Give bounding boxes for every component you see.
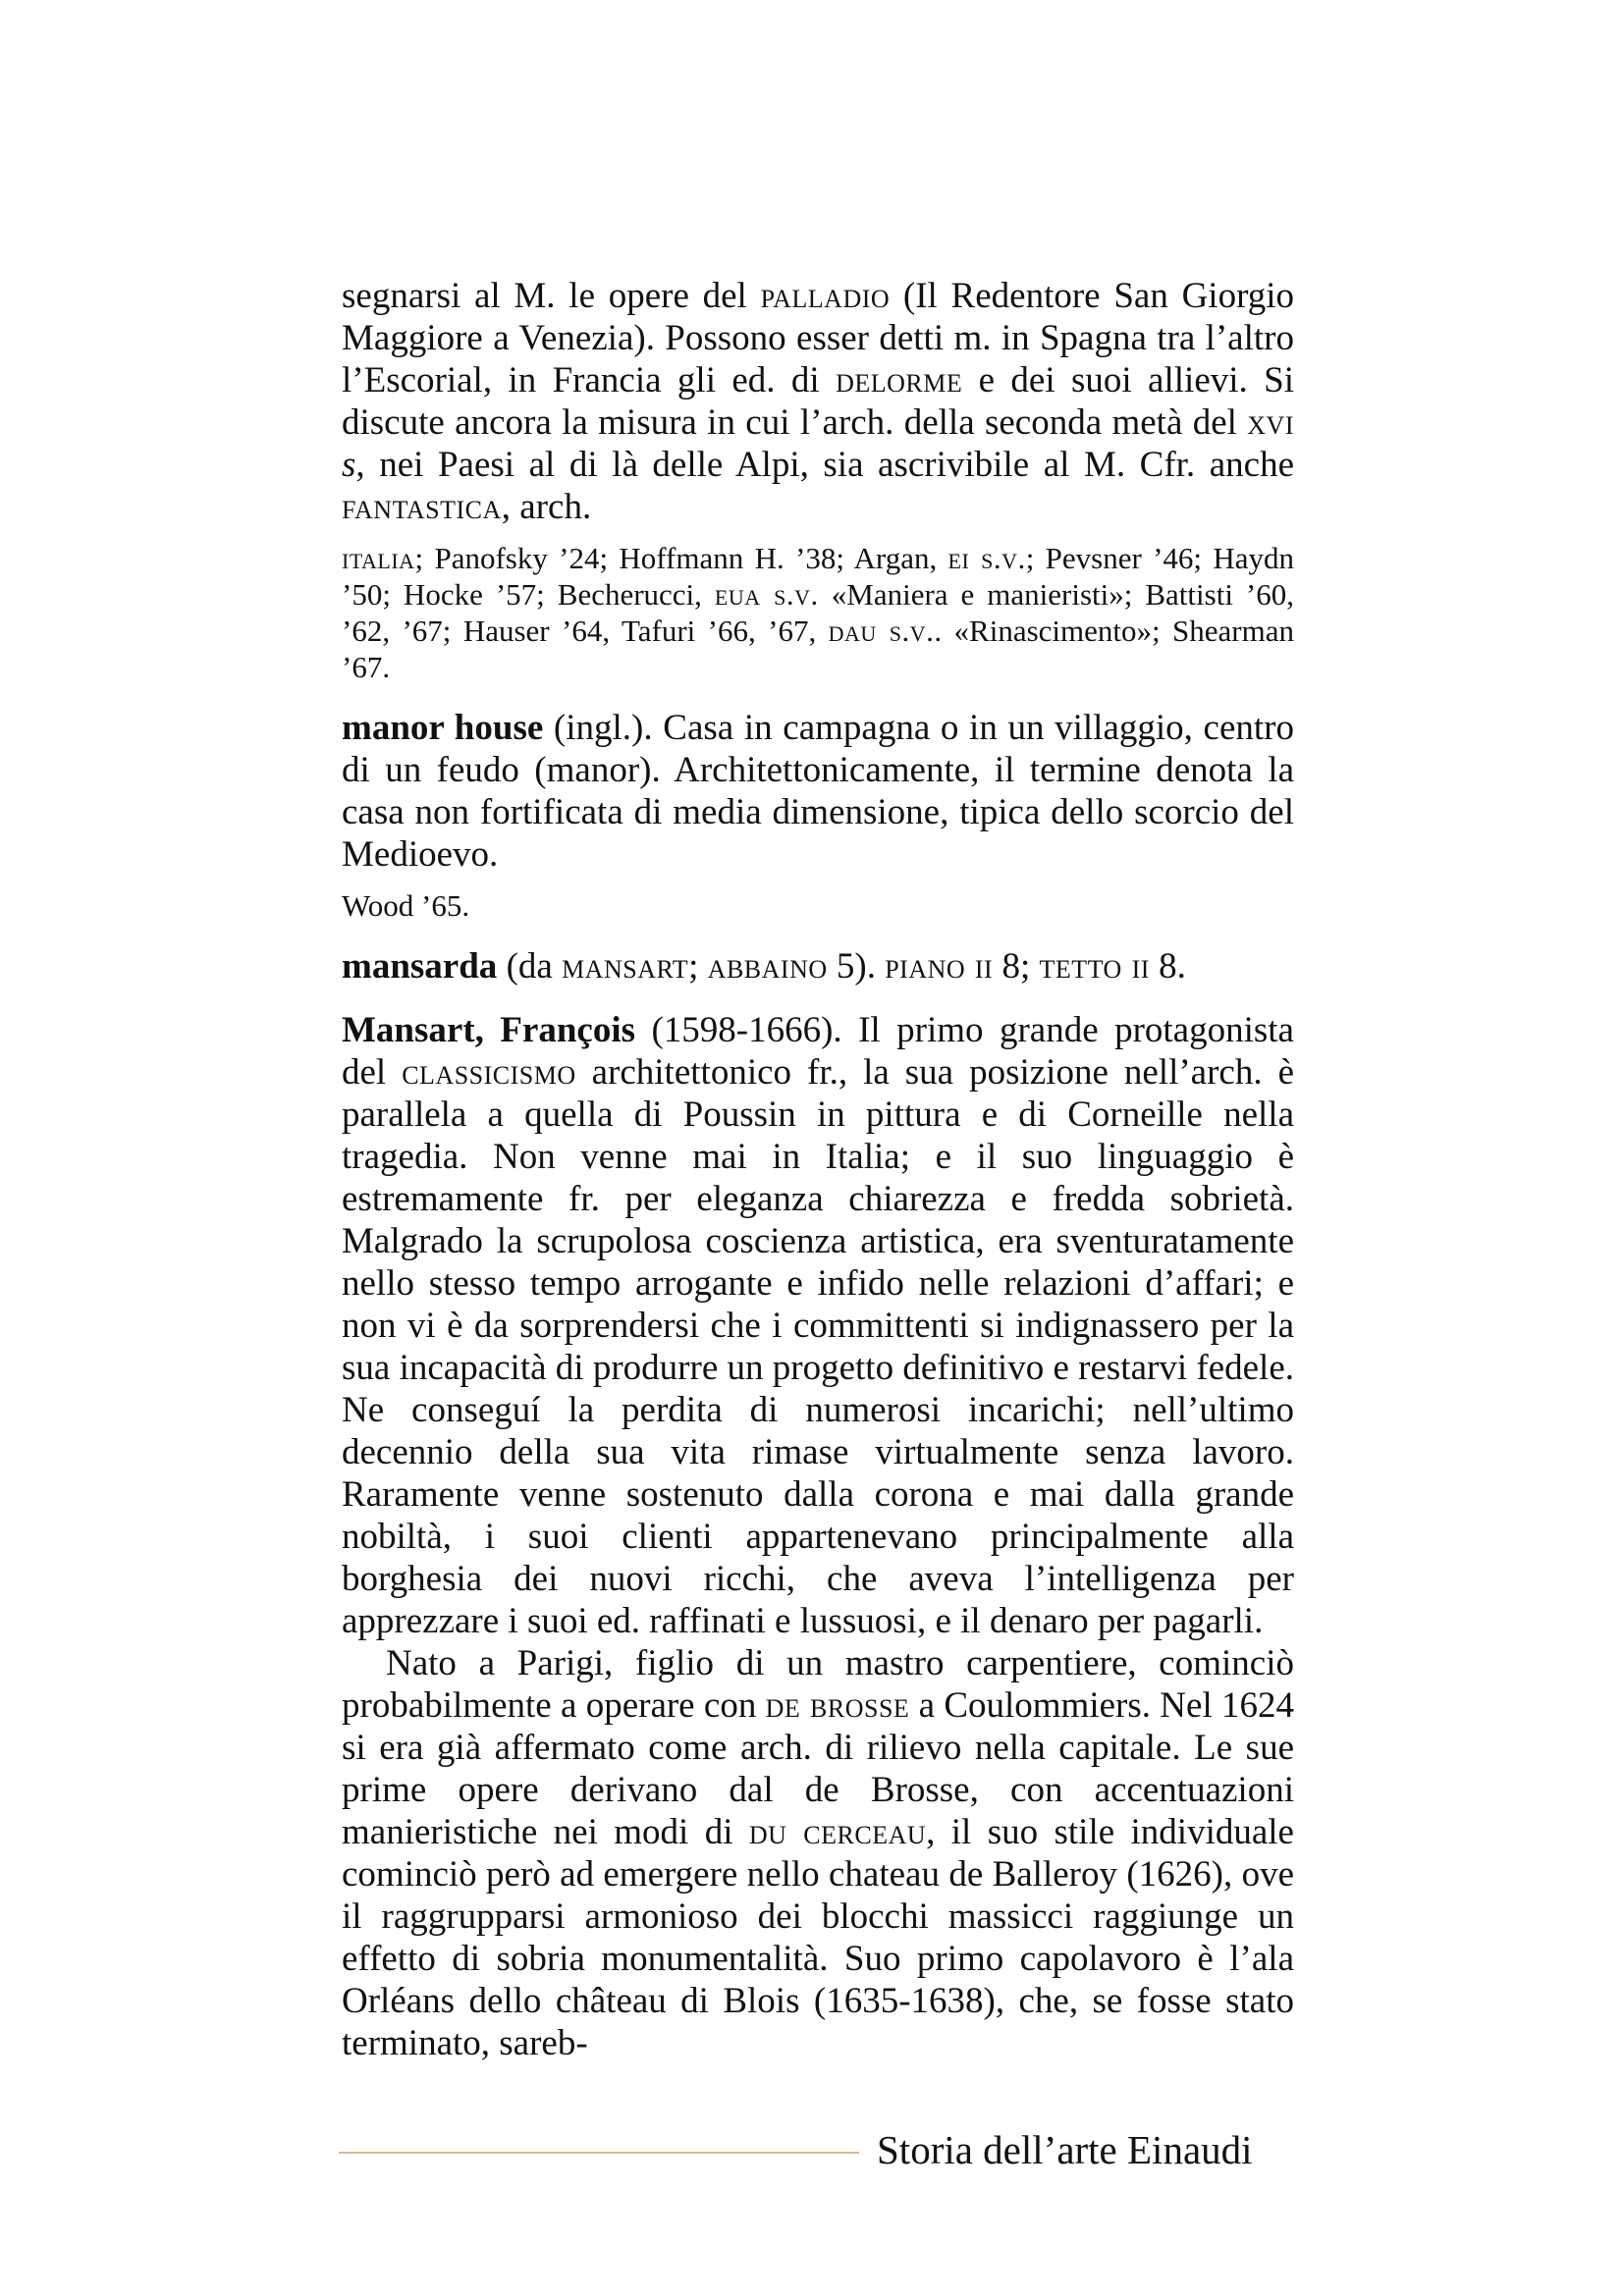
bibliography: italia; Panofsky ’24; Hoffmann H. ’38; Argan, ei s.v.; Pevsner ’46; Haydn ’50; Hocke ’57; Becherucci, eua s.v. «Maniera e manieristi»; Battisti ’60, ’62, ’67; Hauser ’64, Tafuri ’66, ’67, dau s.v.. «Rinascimento»; Shearman ’67. [342, 541, 1295, 684]
cross-reference[interactable]: tetto ii [1039, 946, 1150, 987]
cross-reference[interactable]: piano ii [885, 946, 994, 987]
cross-reference[interactable]: classicismo [402, 1052, 576, 1093]
cross-reference[interactable]: du cerceau [748, 1812, 927, 1852]
headword: manor house [342, 708, 544, 748]
headword: mansarda [342, 946, 498, 987]
entry-body: manor house (ingl.). Casa in campagna o in un villaggio, centro di un feudo (manor). Architettonicamente, il termine denota la casa non fortificata di media dimensione, tipica dello scorcio del Medioevo. [342, 708, 1294, 875]
cross-reference[interactable]: fantastica [342, 487, 502, 527]
bibliography: Wood ’65. [342, 888, 470, 923]
footer-rule [339, 2152, 859, 2154]
entry-body: Mansart, François (1598-1666). Il primo grande protagonista del classicismo architettonico fr., la sua posizione nell’arch. è parallela a quella di Poussin in pittura e di Corneille nella tragedia. Non venne mai in Italia; e il suo linguaggio è estremamente fr. per eleganza chiarezza e fredda sobrietà. Malgrado la scrupolosa coscienza artistica, era sventuratamente nello stesso tempo arrogante e infido nelle relazioni d’affari; e non vi è da sorprendersi che i committenti si indignassero per la sua incapacità di produrre un progetto definitivo e restarvi fedele. Ne conseguí la perdita di numerosi incarichi; nell’ultimo decennio della sua vita rimase virtualmente senza lavoro. Raramente venne sostenuto dalla corona e mai dalla grande nobiltà, i suoi clienti appartenevano principalmente alla borghesia dei nuovi ricchi, che aveva l’intelligenza per apprezzare i suoi ed. raffinati e lussuosi, e il denaro per pagarli. [342, 1010, 1294, 1641]
entry-body: segnarsi al M. le opere del palladio (Il Redentore San Giorgio Maggiore a Venezia). Possono esser detti m. in Spagna tra l’altro l’Escorial, in Francia gli ed. di delorme e dei suoi allievi. Si discute ancora la misura in cui l’arch. della seconda metà del xvi s, nei Paesi al di là delle Alpi, sia ascrivibile al M. Cfr. anche fantastica, arch. [342, 276, 1294, 527]
entry-manor-house [342, 707, 1294, 924]
cross-reference[interactable]: delorme [836, 360, 963, 400]
text-column [342, 275, 1294, 2064]
century-abbrev: s [342, 445, 356, 485]
entry-manierismo-continuation [342, 275, 1294, 685]
entry-paragraph: Nato a Parigi, figlio di un mastro carpentiere, cominciò probabilmente a operare con de brosse a Coulommiers. Nel 1624 si era già affermato come arch. di rilievo nella capitale. Le sue prime opere derivano dal de Brosse, con accentuazioni manieristiche nei modi di du cerceau, il suo stile individuale cominciò però ad emergere nello chateau de Balleroy (1626), ove il raggrupparsi armonioso dei blocchi massicci raggiunge un effetto di sobria monumentalità. Suo primo capolavoro è l’ala Orléans dello château di Blois (1635-1638), che, se fosse stato terminato, sareb- [342, 1643, 1295, 2063]
cross-reference[interactable]: mansart [562, 946, 689, 987]
entry-body: mansarda (da mansart; abbaino 5). piano ii 8; tetto ii 8. [342, 946, 1186, 987]
entry-mansarda [342, 945, 1294, 988]
entry-mansart [342, 1009, 1294, 2064]
footer-title: Storia dell’arte Einaudi [877, 2127, 1253, 2172]
headword: Mansart, François [342, 1010, 636, 1050]
cross-reference[interactable]: abbaino [707, 946, 828, 987]
cross-reference[interactable]: palladio [760, 276, 891, 316]
century-numeral: xvi [1247, 402, 1294, 443]
cross-reference[interactable]: de brosse [765, 1685, 910, 1726]
